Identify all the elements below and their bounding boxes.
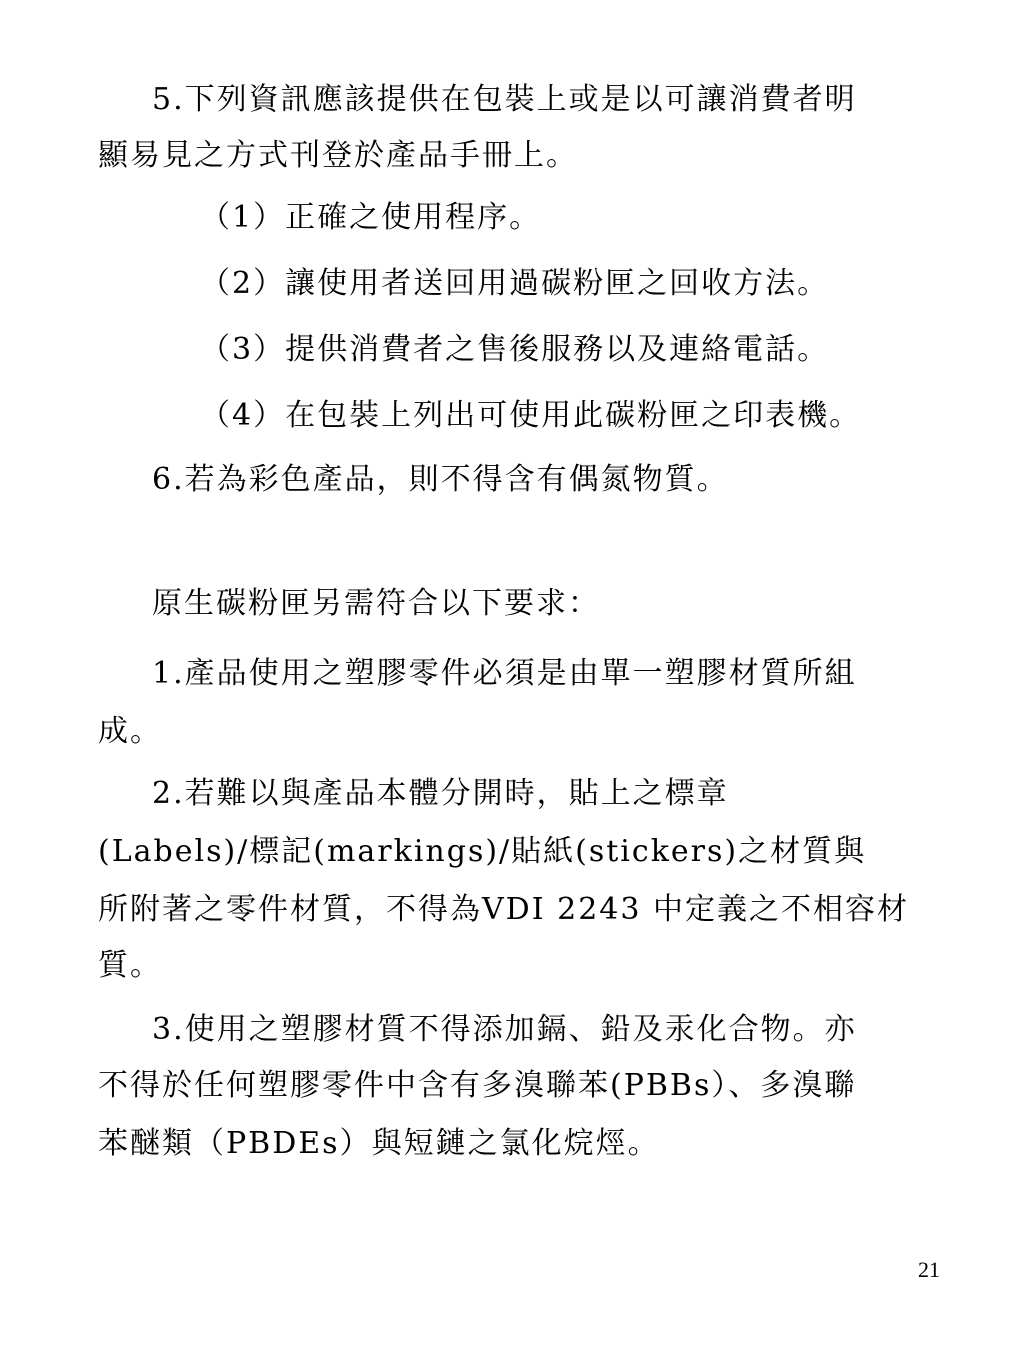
req2-line1: 2.若難以與產品本體分開時，貼上之標章: [152, 776, 729, 811]
item5-sub-1: （1）正確之使用程序。: [200, 200, 542, 235]
item5-line2: 顯易見之方式刊登於產品手冊上。: [98, 138, 578, 173]
item5-sub-4: （4）在包裝上列出可使用此碳粉匣之印表機。: [200, 398, 862, 433]
req1-line2: 成。: [98, 714, 162, 749]
req3-line1: 3.使用之塑膠材質不得添加鎘、鉛及汞化合物。亦: [152, 1012, 857, 1047]
req1-line1: 1.產品使用之塑膠零件必須是由單一塑膠材質所組: [152, 656, 857, 691]
req2-line3: 所附著之零件材質，不得為VDI 2243 中定義之不相容材: [98, 892, 909, 927]
req3-line3: 苯醚類（PBDEs）與短鏈之氯化烷烴。: [98, 1126, 660, 1161]
item5-line1: 5.下列資訊應該提供在包裝上或是以可讓消費者明: [152, 82, 857, 117]
req3-line2: 不得於任何塑膠零件中含有多溴聯苯(PBBs）、多溴聯: [98, 1068, 857, 1103]
item5-sub-3: （3）提供消費者之售後服務以及連絡電話。: [200, 332, 830, 367]
page-number: 21: [918, 1257, 940, 1282]
section-heading: 原生碳粉匣另需符合以下要求：: [152, 586, 600, 621]
item6: 6.若為彩色產品，則不得含有偶氮物質。: [152, 462, 729, 497]
req2-line2: (Labels)/標記(markings)/貼紙(stickers)之材質與: [98, 834, 867, 869]
item5-sub-2: （2）讓使用者送回用過碳粉匣之回收方法。: [200, 266, 830, 301]
req2-line4: 質。: [98, 948, 162, 983]
